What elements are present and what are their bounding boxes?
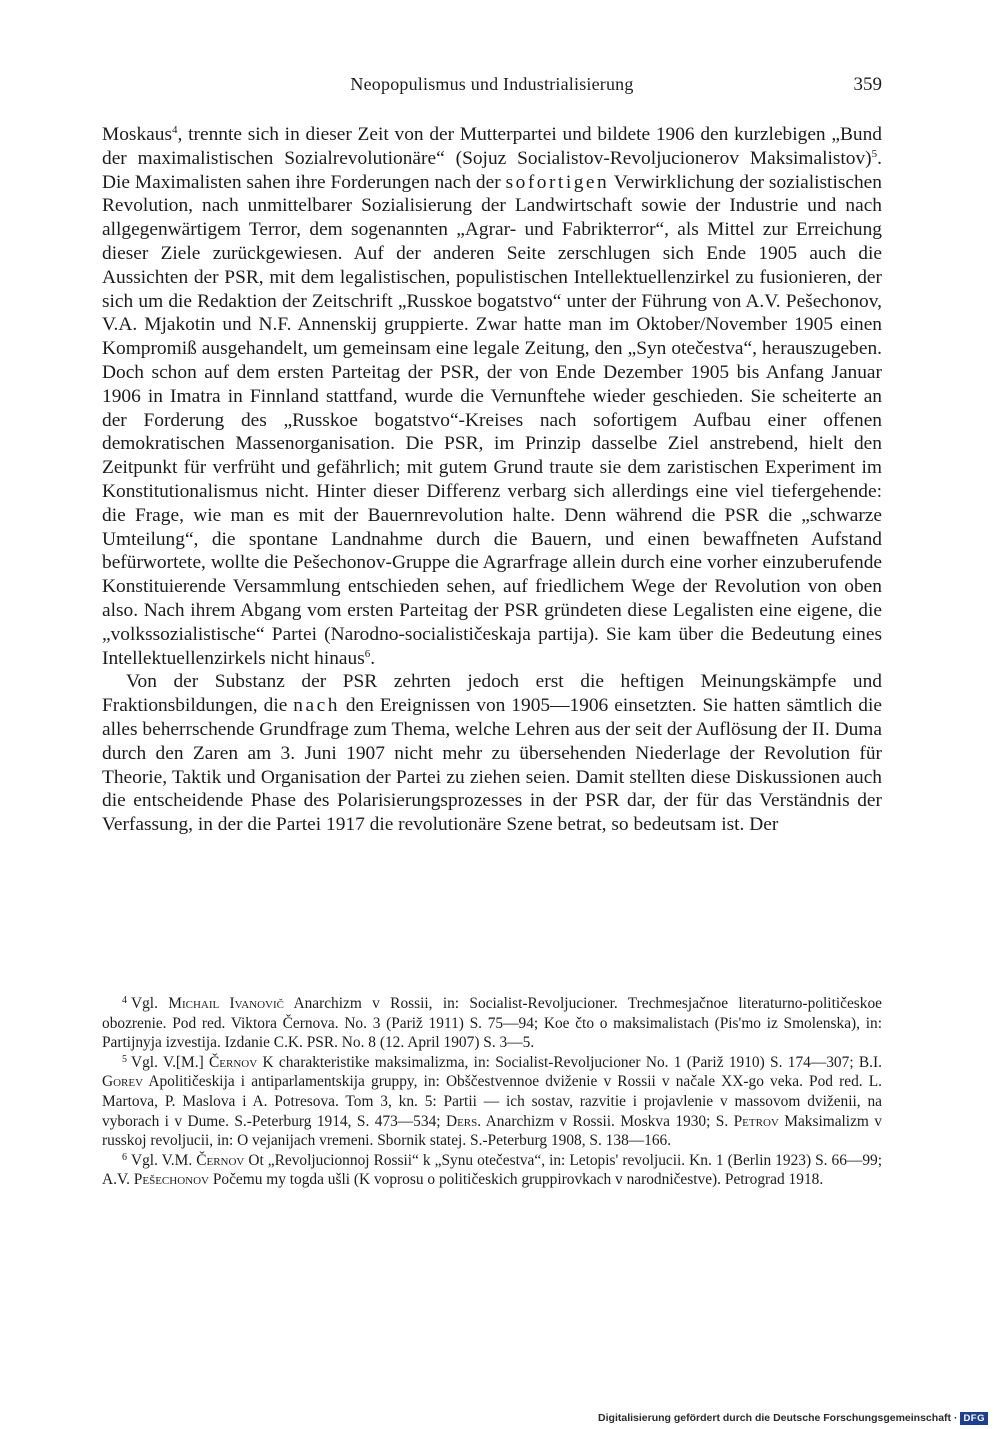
text-run: Anarchizm v Rossii. Moskva 1930; S. [481,1112,734,1130]
author-name: Petrov [733,1112,779,1130]
text-run: Von der Substanz der PSR zehrten jedoch erst die heftigen Meinungskämpfe und Fraktionsbildungen, die [102,671,882,717]
author-name: Pešechonov [133,1171,209,1189]
footnote-6 [102,1151,882,1190]
author-name: Gorev [102,1073,144,1091]
main-text [102,123,882,837]
footnotes [102,994,882,1190]
dfg-logo: DFG [960,1412,988,1425]
text-run: Vgl. V.M. [131,1151,197,1169]
footnote-4 [102,994,882,1053]
text-run: , trennte sich in dieser Zeit von der Mutterpartei und bildete 1906 den kurzlebigen „Bund der maximalistischen Sozialrevolutionäre“ (Sojuz Socialistov-Revoljucionerov Maksimalistov) [102,124,882,169]
text-run: den Ereignissen von 1905—1906 einsetzten. Sie hatten sämtlich die alles beherrschende Grundfrage zum Thema, welche Lehren aus der seit der Auflösung der II. Duma durch den Zaren am 3. Juni 1907 nicht mehr zu übersehenden Niederlage der Revolution für Theorie, Taktik und Organisation der Partei zu ziehen seien. Damit stellten diese Diskussionen auch die entscheidende Phase des Polarisierungsprozesses in der PSR dar, der für das Verständnis der Verfassung, in der die Partei 1917 die revolutionäre Szene betrat, so bedeutsam ist. Der [102,695,882,836]
text-run: Vgl. [131,995,169,1012]
text-run: . Die Maximalisten sahen ihre Forderungen nach der [102,147,882,193]
digitization-notice: Digitalisierung gefördert durch die Deutsche Forschungsgemeinschaft · [598,1412,958,1424]
text-run: Maksimalizm v russkoj revoljucii, in: O vejanijach vremeni. Sbornik statej. S.-Peterburg 1908, S. 138—166. [102,1112,882,1150]
author-name: Michail Ivanovič [168,995,284,1012]
text-run: Vgl. V.[M.] [131,1053,210,1071]
text-run: Ot „Revoljucionnoj Rossii“ k „Synu otečestva“, in: Letopis' revoljucii. Kn. 1 (Berlin 1923) S. 66—99; A.V. [102,1151,882,1189]
footnote-mark: 6 [122,1151,127,1163]
author-name: Černov [209,1053,258,1071]
author-name: Ders. [445,1112,482,1130]
text-run: Apolitičeskija i antiparlamentskija gruppy, in: Obščestvennoe dviženie v Rossii v načale XX-go veka. Pod red. L. Martova, P. Maslova i A. Potresova. Tom 3, kn. 5: Partii — ich sostav, razvitie i projavlenie v massovom dviženii, na vyborach i v Dume. S.-Peterburg 1914, S. 473—534; [102,1073,882,1130]
emphasis-spaced: sofortigen [505,171,610,193]
paragraph-2 [102,670,882,837]
text-run: Počemu my togda ušli (K voprosu o političeskich gruppirovkach v narodničestve). Petrograd 1918. [208,1171,824,1189]
footnote-mark: 5 [122,1053,127,1065]
text-run: . [370,647,376,669]
digitization-footer [598,1411,988,1425]
text-run: Moskaus [102,124,173,145]
footnote-ref-6[interactable]: 6 [364,647,371,660]
paragraph-1 [102,123,882,670]
text-run: K charakteristike maksimalizma, in: Socialist-Revoljucioner No. 1 (Pariž 1910) S. 174—307; B.I. [257,1053,882,1071]
running-title: Neopopulismus und Industrialisierung [350,74,634,94]
footnote-5 [102,1053,882,1151]
footnote-mark: 4 [122,995,127,1006]
footnote-ref-4[interactable]: 4 [172,124,178,136]
page-number: 359 [853,74,882,95]
emphasis-spaced: nach [293,695,340,717]
running-header [102,74,882,102]
author-name: Černov [196,1151,245,1169]
text-run: Anarchizm v Rossii, in: Socialist-Revoljucioner. Trechmesjačnoe literaturno-političeskoe obozrenie. Pod red. Viktora Černova. No. 3 (Pariž 1911) S. 75—94; Koe čto o maksimalistach (Pis'mo iz Smolenska), in: Partijnyja izvestija. Izdanie C.K. PSR. No. 8 (12. April 1907) S. 3—5. [102,995,882,1052]
footnote-ref-5[interactable]: 5 [871,147,878,160]
text-run: Verwirklichung der sozialistischen Revolution, nach unmittelbarer Sozialisierung der Landwirtschaft sowie der Industrie und nach allgegenwärtigem Terror, dem sogenannten „Agrar- und Fabrikterror“, als Mittel zur Erreichung dieser Ziele zurückgewiesen. Auf der anderen Seite zerschlugen sich Ende 1905 auch die Aussichten der PSR, mit dem legalistischen, populistischen Intellektuellenzirkel zu fusionieren, der sich um die Redaktion der Zeitschrift „Russkoe bogatstvo“ unter der Führung von A.V. Pešechonov, V.A. Mjakotin und N.F. Annenskij gruppierte. Zwar hatte man im Oktober/November 1905 einen Kompromiß ausgehandelt, um gemeinsam eine legale Zeitung, den „Syn otečestva“, herauszugeben. Doch schon auf dem ersten Parteitag der PSR, der von Ende Dezember 1905 bis Anfang Januar 1906 in Imatra in Finnland stattfand, wurde die Vernunftehe wieder geschieden. Sie scheiterte an der Forderung des „Russkoe bogatstvo“-Kreises nach sofortigem Aufbau einer offenen demokratischen Massenorganisation. Die PSR, im Prinzip dasselbe Ziel anstrebend, hielt den Zeitpunkt für verfrüht und gefährlich; mit gutem Grund traute sie dem zaristischen Experiment im Konstitutionalismus nicht. Hinter dieser Differenz verbarg sich allerdings eine viel tiefergehende: die Frage, wie man es mit der Bauernrevolution halte. Denn während die PSR die „schwarze Umteilung“, die spontane Landnahme durch die Bauern, und einen bewaffneten Aufstand befürwortete, wollte die Pešechonov-Gruppe die Agrarfrage allein durch eine vorher einzuberufende Konstituierende Versammlung entschieden sehen, auf friedlichem Wege der Revolution von oben also. Nach ihrem Abgang vom ersten Parteitag der PSR gründeten diese Legalisten eine eigene, die „volkssozialistische“ Partei (Narodno-socialističeskaja partija). Sie kam über die Bedeutung eines Intellektuellenzirkels nicht hinaus [102,171,882,669]
